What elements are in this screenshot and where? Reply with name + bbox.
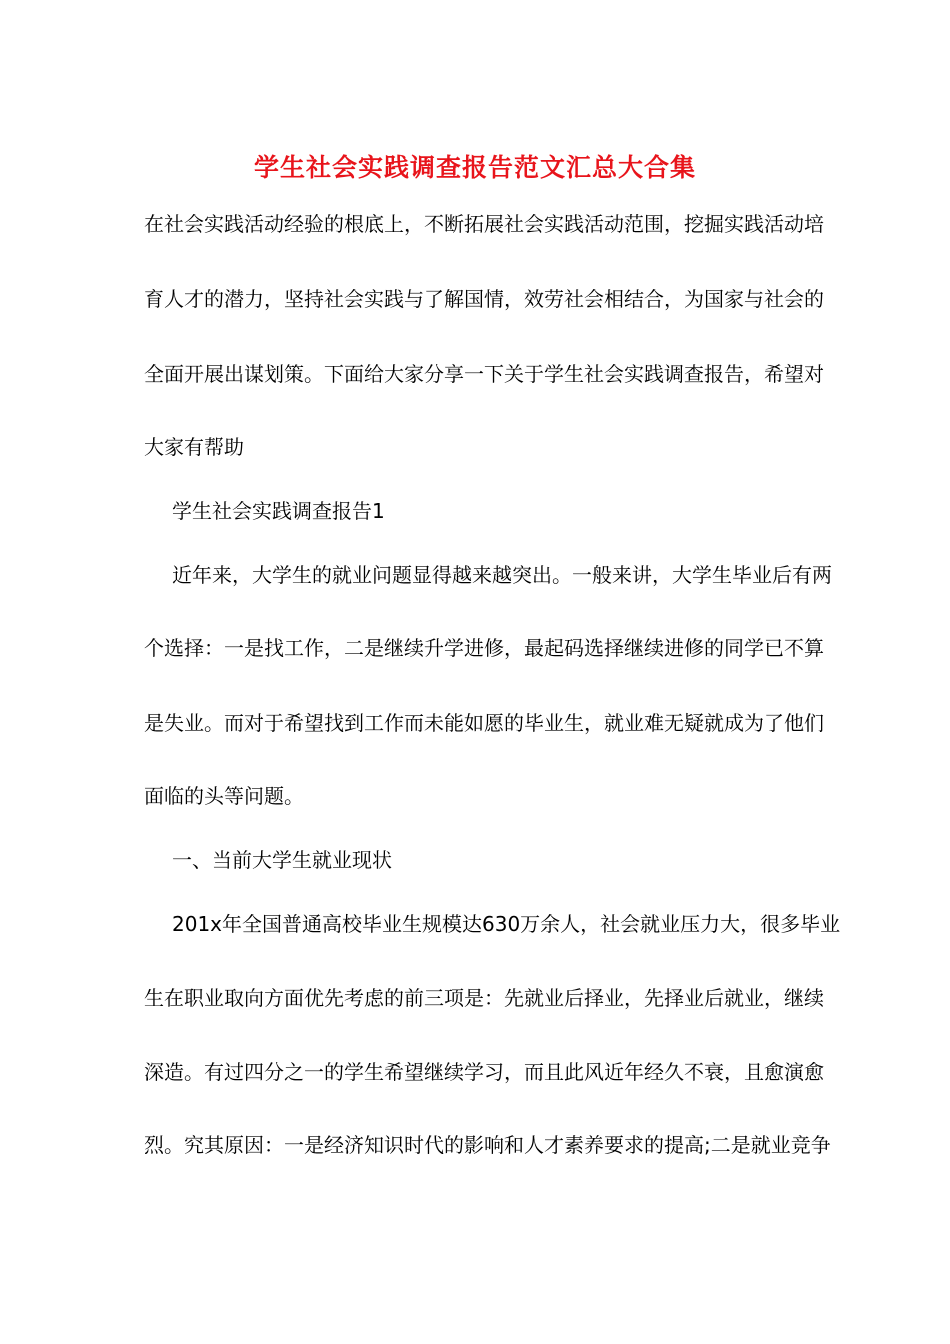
paragraph-line: 大家有帮助 <box>144 435 244 459</box>
paragraph-line: 生在职业取向方面优先考虑的前三项是：先就业后择业，先择业后就业，继续 <box>144 986 824 1010</box>
paragraph-line: 育人才的潜力，坚持社会实践与了解国情，效劳社会相结合，为国家与社会的 <box>144 287 824 311</box>
paragraph-line: 面临的头等问题。 <box>144 784 304 808</box>
paragraph-line: 个选择：一是找工作，二是继续升学进修，最起码选择继续进修的同学已不算 <box>144 636 824 660</box>
paragraph-line: 深造。有过四分之一的学生希望继续学习，而且此风近年经久不衰，且愈演愈 <box>144 1060 824 1084</box>
paragraph-line: 全面开展出谋划策。下面给大家分享一下关于学生社会实践调查报告，希望对 <box>144 362 824 386</box>
paragraph-line: 201x年全国普通高校毕业生规模达630万余人，社会就业压力大，很多毕业 <box>172 912 841 936</box>
paragraph-line: 是失业。而对于希望找到工作而未能如愿的毕业生，就业难无疑就成为了他们 <box>144 711 824 735</box>
document-title: 学生社会实践调查报告范文汇总大合集 <box>253 153 696 182</box>
paragraph-line: 近年来，大学生的就业问题显得越来越突出。一般来讲，大学生毕业后有两 <box>172 563 832 587</box>
section-heading: 学生社会实践调查报告1 <box>172 499 385 523</box>
paragraph-line: 在社会实践活动经验的根底上，不断拓展社会实践活动范围，挖掘实践活动培 <box>144 212 824 236</box>
paragraph-line: 烈。究其原因：一是经济知识时代的影响和人才素养要求的提高;二是就业竞争 <box>144 1133 831 1157</box>
section-heading: 一、当前大学生就业现状 <box>172 848 392 872</box>
